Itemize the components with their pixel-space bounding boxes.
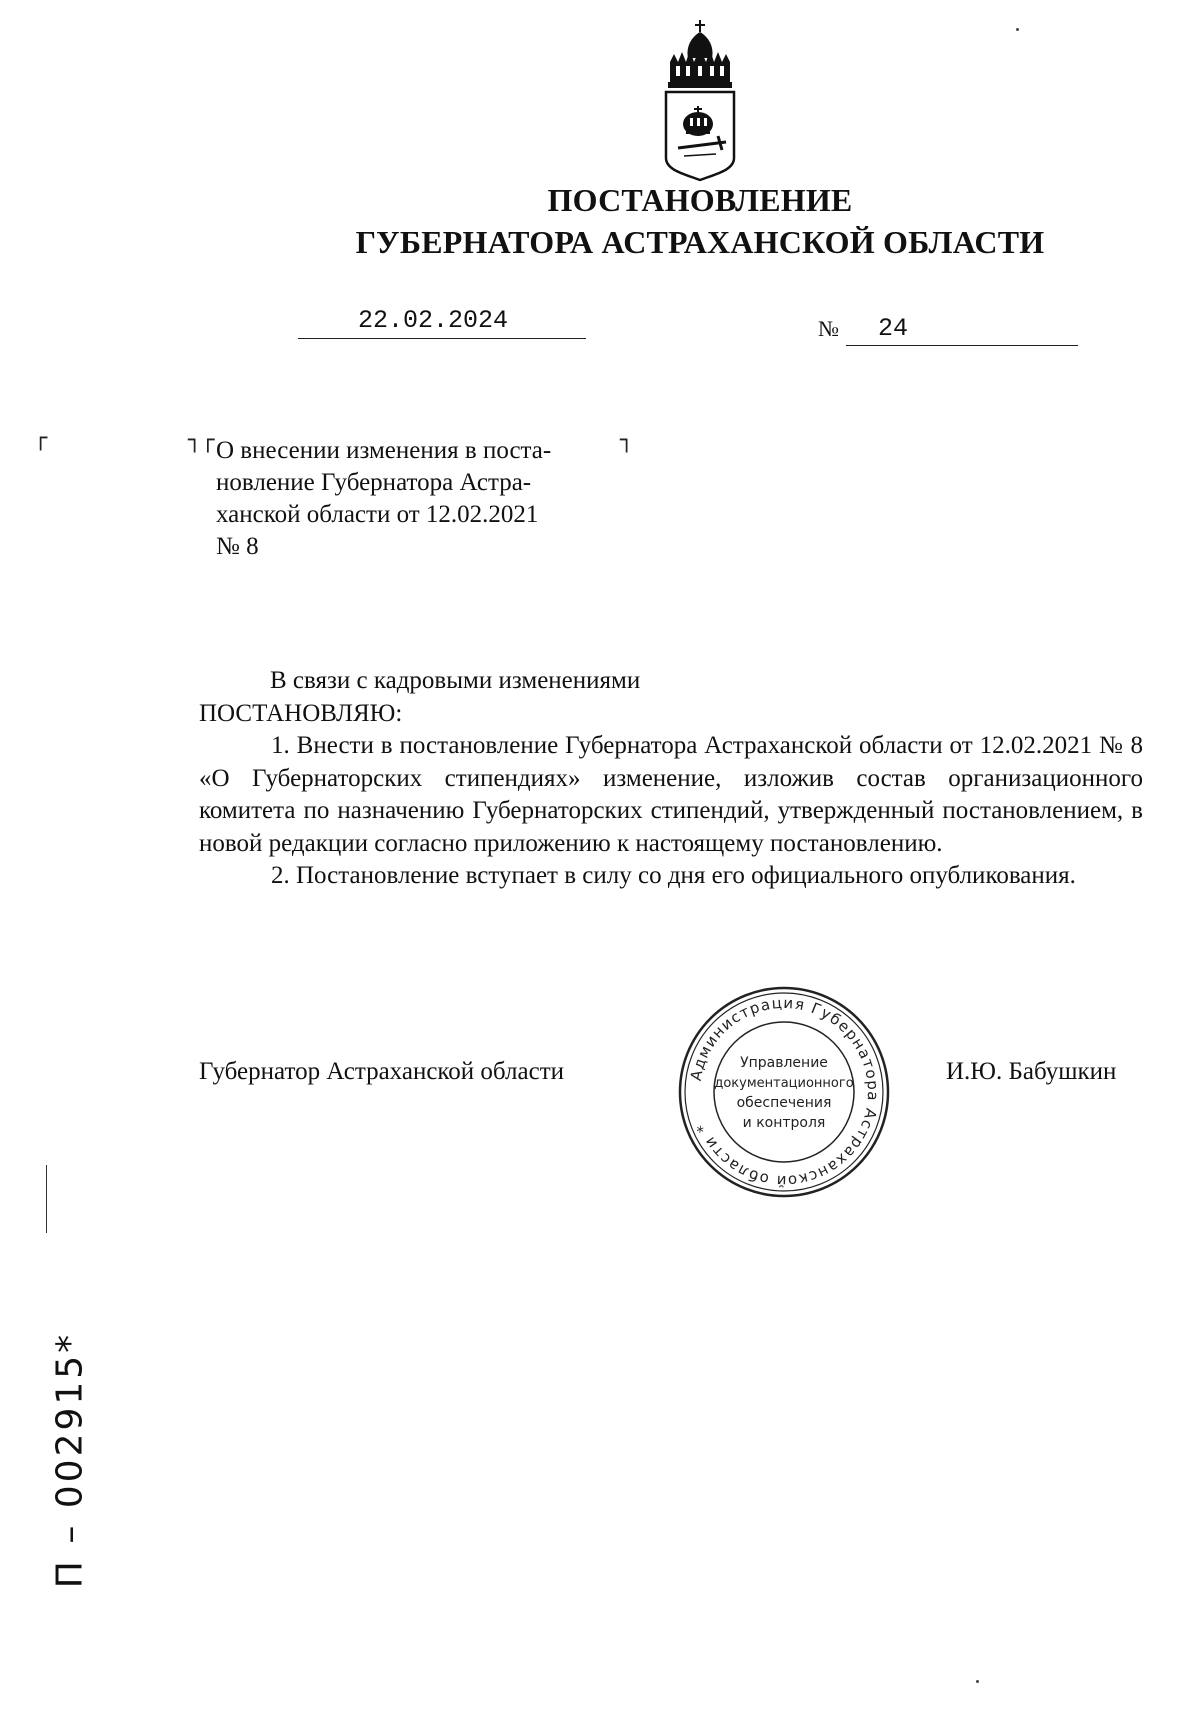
subject-line: новление Губернатора Астра- xyxy=(216,469,532,496)
stamp-center-line: документационного xyxy=(714,1076,854,1091)
subject-line: № 8 xyxy=(216,533,259,560)
stamp-center-line: обеспечения xyxy=(736,1095,832,1111)
margin-registration-code: П – 002915* xyxy=(49,1331,91,1589)
document-subject xyxy=(216,435,616,563)
coat-of-arms-icon xyxy=(660,18,740,183)
number-sign: № xyxy=(818,316,839,341)
decree-body xyxy=(199,730,1143,893)
document-title-line2: ГУБЕРНАТОРА АСТРАХАНСКОЙ ОБЛАСТИ xyxy=(355,224,1045,260)
decree-item-2: 2. Постановление вступает в силу со дня его официального опубликования. xyxy=(271,862,1076,889)
margin-rule xyxy=(46,1165,47,1233)
margin-code-container xyxy=(40,1310,100,1610)
corner-mark-left: ┌ xyxy=(34,426,48,451)
document-title-line1: ПОСТАНОВЛЕНИЕ xyxy=(547,182,853,218)
corner-mark-title: ┐┌ xyxy=(188,428,215,453)
subject-line: ханской области от 12.02.2021 xyxy=(216,501,539,528)
document-date: 22.02.2024 xyxy=(358,306,509,335)
decree-item-1: 1. Внести в постановление Губернатора Астраханской области от 12.02.2021 № 8 «О Губернаторских стипендиях» изменение, изложив состав организационного комитета по назначению Губернаторских стипендий, утвержденный постановлением, в новой редакции согласно приложению к настоящему постановлению. xyxy=(199,732,1143,857)
signatory-position: Губернатор Астраханской области xyxy=(199,1058,565,1085)
document-number: 24 xyxy=(878,314,909,343)
stamp-ring-text: Администрация Губернатора Астраханской области * xyxy=(686,993,883,1191)
scan-speck xyxy=(1016,28,1019,31)
stamp-center-line: Управление xyxy=(740,1055,828,1071)
subject-line: О внесении изменения в поста- xyxy=(216,437,552,464)
corner-mark-right: ┐ xyxy=(620,428,634,453)
reason-text: В связи с кадровыми изменениями xyxy=(270,667,641,694)
decree-word: ПОСТАНОВЛЯЮ: xyxy=(199,700,403,727)
official-stamp xyxy=(677,985,891,1199)
scan-speck xyxy=(976,1680,979,1683)
stamp-center-line: и контроля xyxy=(742,1115,826,1131)
signatory-name: И.Ю. Бабушкин xyxy=(946,1058,1117,1085)
